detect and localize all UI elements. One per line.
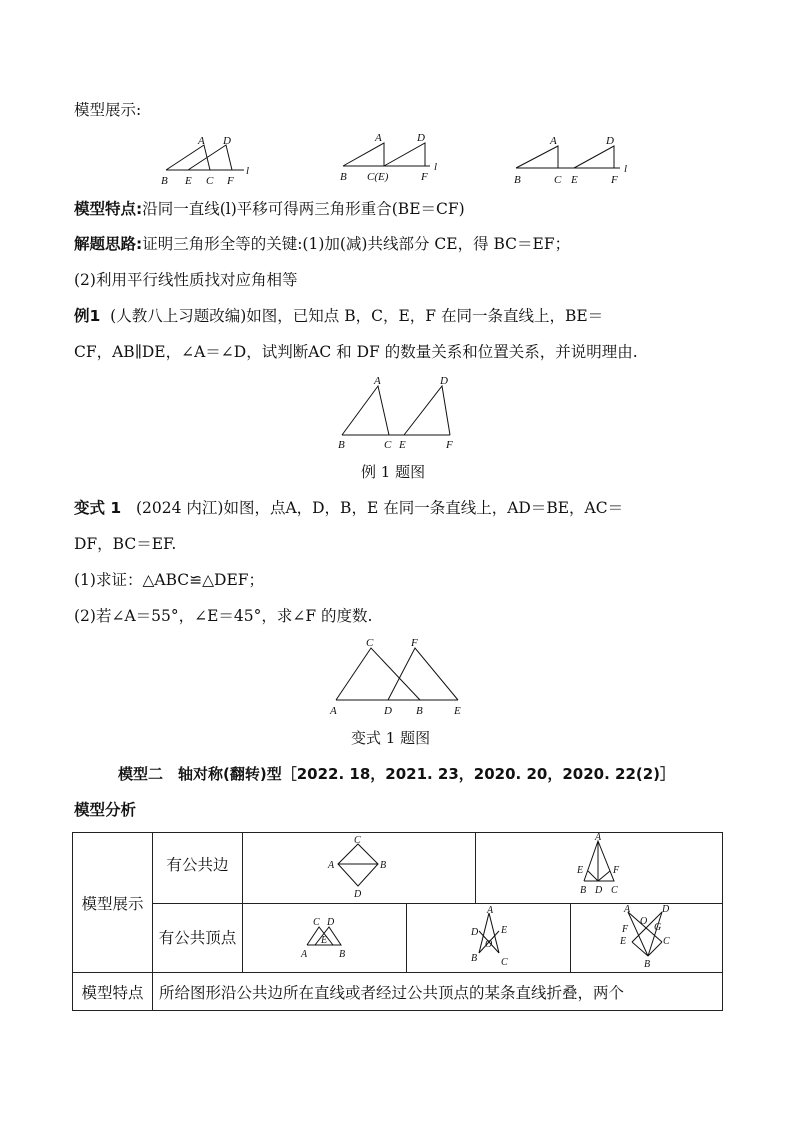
- common-side-figure1-cell: [243, 833, 476, 904]
- label-D: D: [595, 885, 603, 896]
- label-A: A: [300, 949, 307, 960]
- row-label-features: 模型特点: [73, 973, 153, 1011]
- label-C: C: [384, 439, 392, 451]
- label-E: E: [577, 865, 584, 876]
- label-C: C: [206, 175, 214, 187]
- example1-label: 例1: [74, 307, 101, 325]
- label-A: A: [198, 135, 205, 147]
- label-F: F: [446, 439, 453, 451]
- example1-line1: [74, 306, 603, 326]
- label-D: D: [384, 705, 392, 717]
- label-D: D: [354, 889, 362, 898]
- label-E: E: [454, 705, 461, 717]
- label-E: E: [320, 935, 327, 946]
- label-F: F: [421, 171, 428, 183]
- label-l: l: [246, 165, 250, 177]
- common-side-figure2-cell: [476, 833, 723, 904]
- vertex-figure2-cell: [407, 904, 571, 973]
- label-B: B: [643, 959, 650, 968]
- label-C: C: [354, 835, 361, 846]
- model-display-label: 模型展示:: [74, 101, 142, 119]
- label-A: A: [330, 705, 337, 717]
- label-B: B: [470, 953, 477, 964]
- approach-label: 解题思路:: [74, 235, 143, 253]
- label-B: B: [161, 175, 168, 187]
- label-C: C: [611, 885, 618, 896]
- label-A: A: [374, 375, 381, 387]
- label-CE: C(E): [367, 171, 389, 183]
- label-F: F: [621, 924, 628, 935]
- common-side-label: 有公共边: [153, 833, 243, 904]
- figure-translation-touching: [338, 128, 448, 188]
- approach-text-2: (2)利用平行线性质找对应角相等: [74, 271, 298, 289]
- label-D: D: [417, 132, 425, 144]
- label-O: O: [639, 916, 647, 927]
- label-B: B: [340, 171, 347, 183]
- row-label-display: 模型展示: [73, 833, 153, 973]
- variant1-line2: DF，BC＝EF.: [74, 535, 177, 553]
- label-D: D: [470, 927, 478, 938]
- vertex-figure1-cell: [243, 904, 407, 973]
- label-B: B: [580, 885, 587, 896]
- label-E: E: [571, 174, 578, 186]
- label-A: A: [486, 905, 493, 916]
- label-B: B: [380, 860, 387, 871]
- star-fold-figure: [616, 904, 678, 968]
- label-A: A: [375, 132, 382, 144]
- label-E: E: [619, 936, 626, 947]
- label-B: B: [338, 949, 345, 960]
- variant1-figure: [322, 634, 472, 718]
- label-F: F: [227, 175, 234, 187]
- variant1-source: (2024 内江): [135, 499, 224, 517]
- example1-text1: 如图，已知点 B，C，E，F 在同一条直线上，BE＝: [246, 307, 604, 325]
- variant1-caption: 变式 1 题图: [351, 729, 431, 747]
- label-F: F: [613, 865, 620, 876]
- label-A: A: [623, 904, 630, 915]
- label-B: B: [416, 705, 423, 717]
- figure-translation-overlap: [160, 132, 255, 190]
- label-A: A: [595, 833, 602, 843]
- variant1-text1: 如图，点A，D，B，E 在同一条直线上，AD＝BE，AC＝: [223, 499, 624, 517]
- label-O: O: [484, 939, 492, 950]
- label-G: G: [653, 922, 661, 933]
- figure-translation-separated: [510, 132, 635, 190]
- variant1-q1: (1)求证：△ABC≌△DEF；: [74, 571, 265, 589]
- example1-caption: 例 1 题图: [361, 463, 426, 481]
- vertex-figure3-cell: [571, 904, 723, 973]
- model2-heading: 模型二 轴对称(翻转)型［2022. 18，2021. 23，2020. 20，2020. 22(2)］: [118, 765, 676, 783]
- label-A: A: [328, 860, 335, 871]
- approach-text-1: 证明三角形全等的关键:(1)加(减)共线部分 CE，得 BC＝EF；: [142, 235, 571, 253]
- variant1-q2: (2)若∠A＝55°，∠E＝45°，求∠F 的度数.: [74, 607, 373, 625]
- label-C: C: [312, 917, 320, 928]
- example1-line2: CF，AB∥DE，∠A＝∠D，试判断AC 和 DF 的数量关系和位置关系，并说明理由.: [74, 343, 638, 361]
- variant1-label: 变式 1: [74, 499, 122, 517]
- example1-figure: [332, 372, 462, 452]
- label-B: B: [338, 439, 345, 451]
- model2-analysis-label: 模型分析: [74, 801, 137, 819]
- variant1-line1: [74, 498, 623, 518]
- label-E: E: [185, 175, 192, 187]
- features-text: 沿同一直线(l)平移可得两三角形重合(BE＝CF): [142, 200, 465, 218]
- features-label: 模型特点:: [74, 200, 143, 218]
- label-D: D: [661, 904, 669, 915]
- label-D: D: [326, 917, 334, 928]
- model2-features-text: 所给图形沿公共边所在直线或者经过公共顶点的某条直线折叠，两个: [153, 973, 723, 1011]
- label-l: l: [434, 161, 438, 173]
- label-B: B: [514, 174, 521, 186]
- label-C: C: [366, 637, 374, 649]
- isosceles-fold-figure: [564, 833, 634, 899]
- label-A: A: [550, 135, 557, 147]
- label-C: C: [662, 936, 670, 947]
- label-C: C: [500, 957, 508, 967]
- approach-line: [74, 234, 570, 254]
- label-l: l: [624, 163, 628, 175]
- bowtie-figure: [293, 911, 357, 961]
- label-F: F: [611, 174, 618, 186]
- kite-figure: [324, 834, 394, 898]
- model2-table: [72, 832, 723, 1011]
- label-D: D: [223, 135, 231, 147]
- label-D: D: [606, 135, 614, 147]
- label-E: E: [500, 925, 507, 936]
- label-D: D: [440, 375, 448, 387]
- label-F: F: [411, 637, 418, 649]
- label-E: E: [399, 439, 406, 451]
- example1-source: (人教八上习题改编): [110, 307, 247, 325]
- crossed-triangles-figure: [461, 905, 517, 967]
- label-C: C: [554, 174, 562, 186]
- common-vertex-label: 有公共顶点: [153, 904, 243, 973]
- features-line: [74, 199, 465, 219]
